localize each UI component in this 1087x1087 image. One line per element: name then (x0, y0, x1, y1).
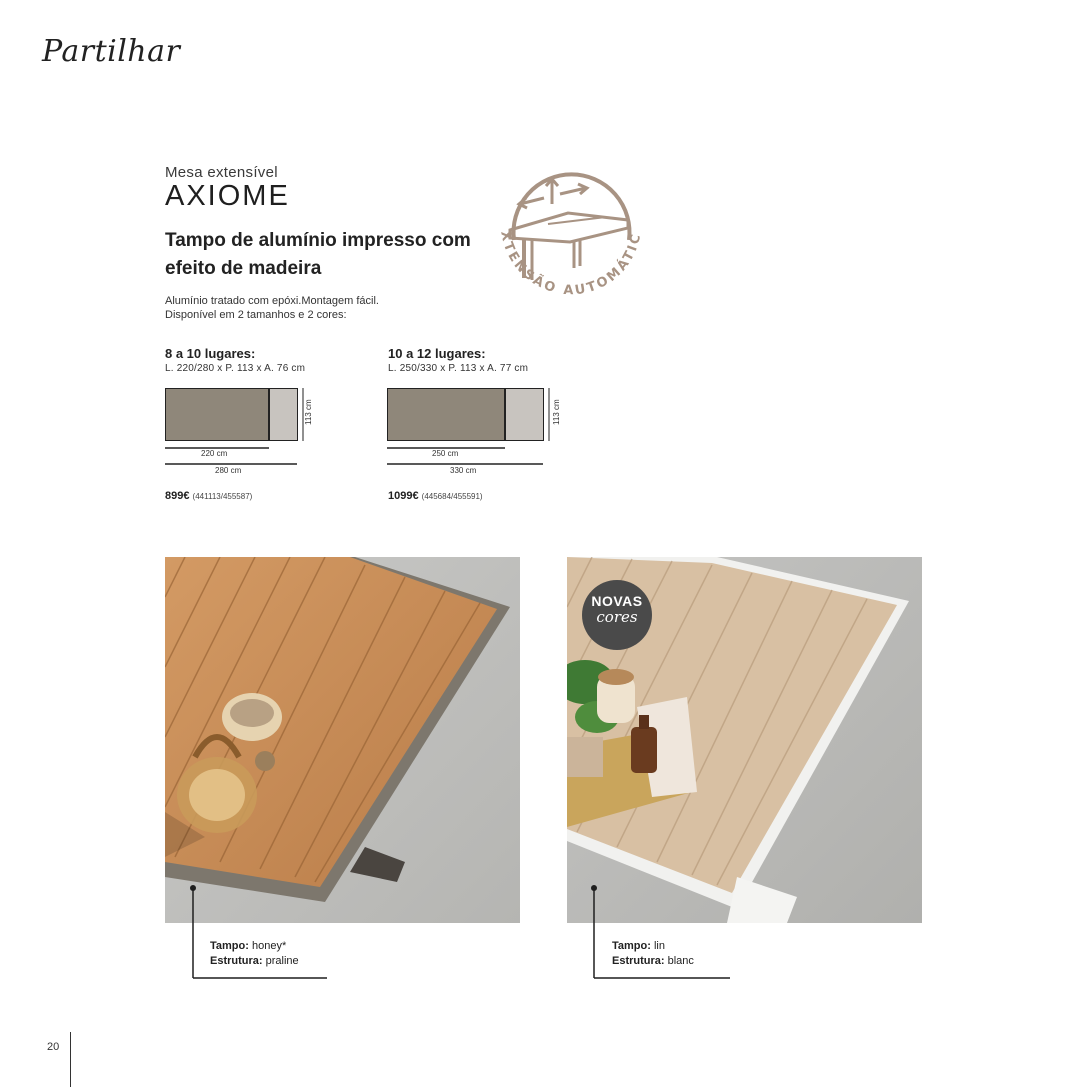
extension-table-icon (488, 158, 654, 308)
caption-1-frame-value: praline (265, 955, 299, 967)
size-1-diagram (165, 388, 325, 487)
size-1-ref: (441113/455587) (192, 492, 253, 501)
size-2-depth: 113 cm (552, 399, 561, 425)
table-honey-photo (165, 557, 520, 923)
size-2-closed-width: 250 cm (432, 449, 459, 458)
size-1-depth: 113 cm (304, 399, 313, 425)
new-colors-badge (582, 580, 652, 650)
size-1-label: 8 a 10 lugares: (165, 346, 256, 361)
new-badge-line1: NOVAS (591, 593, 643, 609)
caption-1 (210, 939, 299, 969)
description-line-2: Disponível em 2 tamanhos e 2 cores: (165, 309, 347, 321)
badge-text: XTENSÃO AUTOMÁTIC (497, 229, 645, 299)
section-title: Partilhar (42, 34, 181, 69)
automatic-extension-badge (488, 158, 654, 308)
product-headline: Tampo de alumínio impresso com efeito de madeira (165, 230, 471, 279)
caption-1-frame-label: Estrutura: (210, 955, 263, 967)
product-category: Mesa extensível (165, 164, 278, 181)
new-badge-line2: cores (596, 608, 638, 626)
size-2-open-width: 330 cm (450, 466, 477, 475)
size-2-label: 10 a 12 lugares: (388, 346, 486, 361)
size-2-price-line (388, 490, 483, 502)
size-1-dimensions: L. 220/280 x P. 113 x A. 76 cm (165, 363, 306, 374)
page-number: 20 (47, 1041, 60, 1053)
caption-1-top-value: honey* (251, 940, 287, 952)
caption-2-top-value: lin (653, 940, 665, 952)
table-lin-photo (567, 557, 922, 923)
size-2-price: 1099€ (388, 490, 419, 502)
caption-2-top-label: Tampo: (612, 940, 651, 952)
size-1-price: 899€ (165, 490, 190, 502)
product-name: AXIOME (165, 180, 290, 212)
size-1-open-width: 280 cm (215, 466, 242, 475)
page-number-divider (70, 1032, 71, 1087)
size-1-price-line (165, 490, 252, 502)
product-description (165, 294, 379, 322)
size-2-dimensions: L. 250/330 x P. 113 x A. 77 cm (388, 363, 529, 374)
caption-2 (612, 939, 694, 969)
caption-2-frame-value: blanc (667, 955, 694, 967)
caption-1-top-label: Tampo: (210, 940, 249, 952)
description-line-1: Alumínio tratado com epóxi.Montagem fácil. (165, 295, 379, 307)
caption-2-frame-label: Estrutura: (612, 955, 665, 967)
size-1-closed-width: 220 cm (201, 449, 228, 458)
size-2-ref: (445684/455591) (421, 492, 483, 501)
